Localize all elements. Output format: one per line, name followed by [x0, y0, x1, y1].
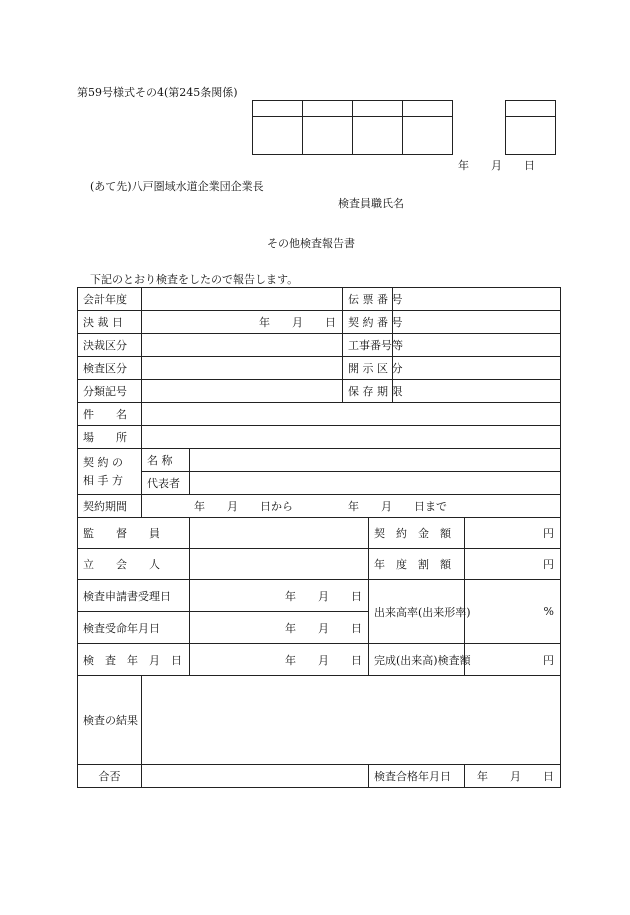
label-inspection-class: 検査区分 [78, 357, 142, 380]
value-completion-rate[interactable]: % [465, 580, 561, 644]
value-application-date[interactable]: 年 月 日 [190, 580, 369, 612]
label-representative: 代表者 [142, 472, 190, 495]
stamp-box [253, 117, 303, 155]
value-pass-fail[interactable] [142, 765, 369, 788]
label-fiscal-year: 会計年度 [78, 288, 142, 311]
label-voucher-no: 伝 票 番 号 [343, 288, 393, 311]
value-voucher-no[interactable] [393, 288, 561, 311]
value-retention[interactable] [393, 380, 561, 403]
label-counterparty: 契 約 の 相 手 方 [78, 449, 142, 495]
value-contract-no[interactable] [393, 311, 561, 334]
stamp-box [303, 101, 353, 117]
label-pass-fail: 合否 [78, 765, 142, 788]
value-supervisor[interactable] [190, 518, 369, 549]
label-contract-no: 契 約 番 号 [343, 311, 393, 334]
value-annual-amount[interactable]: 円 [465, 549, 561, 580]
label-application-date: 検査申請書受理日 [78, 580, 190, 612]
value-inspection-date[interactable]: 年 月 日 [190, 644, 369, 676]
value-counterparty-name[interactable] [190, 449, 561, 472]
label-work-no: 工事番号等 [343, 334, 393, 357]
value-decision-date[interactable]: 年 月 日 [142, 311, 343, 334]
label-completion-amount: 完成(出来高)検査額 [369, 644, 465, 676]
addressee: (あて先)八戸圏域水道企業団企業長 [90, 180, 264, 193]
label-inspection-result: 検査の結果 [78, 676, 142, 765]
label-supervisor: 監 督 員 [78, 518, 190, 549]
value-contract-period[interactable]: 年 月 日から 年 月 日まで [142, 495, 561, 518]
label-retention: 保 存 期 限 [343, 380, 393, 403]
value-disclosure-class[interactable] [393, 357, 561, 380]
label-completion-rate: 出来高率(出来形率) [369, 580, 465, 644]
stamp-box [353, 101, 403, 117]
report-date: 年 月 日 [458, 159, 535, 172]
value-order-date[interactable]: 年 月 日 [190, 612, 369, 644]
stamp-box [506, 117, 556, 155]
label-annual-amount: 年 度 割 額 [369, 549, 465, 580]
label-order-date: 検査受命年月日 [78, 612, 190, 644]
approval-stamp-boxes [252, 100, 453, 155]
value-inspection-result[interactable] [142, 676, 561, 765]
value-fiscal-year[interactable] [142, 288, 343, 311]
label-contract-amount: 契 約 金 額 [369, 518, 465, 549]
label-decision-date: 決 裁 日 [78, 311, 142, 334]
stamp-box [353, 117, 403, 155]
value-representative[interactable] [190, 472, 561, 495]
value-completion-amount[interactable]: 円 [465, 644, 561, 676]
label-classification-no: 分類記号 [78, 380, 142, 403]
label-witness: 立 会 人 [78, 549, 190, 580]
inspection-report-table [77, 287, 561, 788]
page-title: その他検査報告書 [267, 237, 355, 250]
intro-text: 下記のとおり検査をしたので報告します。 [90, 273, 299, 286]
value-inspection-class[interactable] [142, 357, 343, 380]
value-witness[interactable] [190, 549, 369, 580]
value-decision-class[interactable] [142, 334, 343, 357]
label-decision-class: 決裁区分 [78, 334, 142, 357]
stamp-box [303, 117, 353, 155]
stamp-box [403, 117, 453, 155]
label-contract-period: 契約期間 [78, 495, 142, 518]
value-location[interactable] [142, 426, 561, 449]
value-classification-no[interactable] [142, 380, 343, 403]
stamp-box [403, 101, 453, 117]
inspector-name-label: 検査員職氏名 [338, 197, 404, 210]
label-inspection-date: 検 査 年 月 日 [78, 644, 190, 676]
value-subject[interactable] [142, 403, 561, 426]
label-subject: 件 名 [78, 403, 142, 426]
label-counterparty-name: 名 称 [142, 449, 190, 472]
label-location: 場 所 [78, 426, 142, 449]
value-pass-date[interactable]: 年 月 日 [465, 765, 561, 788]
value-contract-amount[interactable]: 円 [465, 518, 561, 549]
value-work-no[interactable] [393, 334, 561, 357]
label-pass-date: 検査合格年月日 [369, 765, 465, 788]
stamp-box [253, 101, 303, 117]
receipt-stamp-box [505, 100, 556, 155]
stamp-box [506, 101, 556, 117]
label-disclosure-class: 開 示 区 分 [343, 357, 393, 380]
form-number: 第59号様式その4(第245条関係) [77, 86, 238, 99]
